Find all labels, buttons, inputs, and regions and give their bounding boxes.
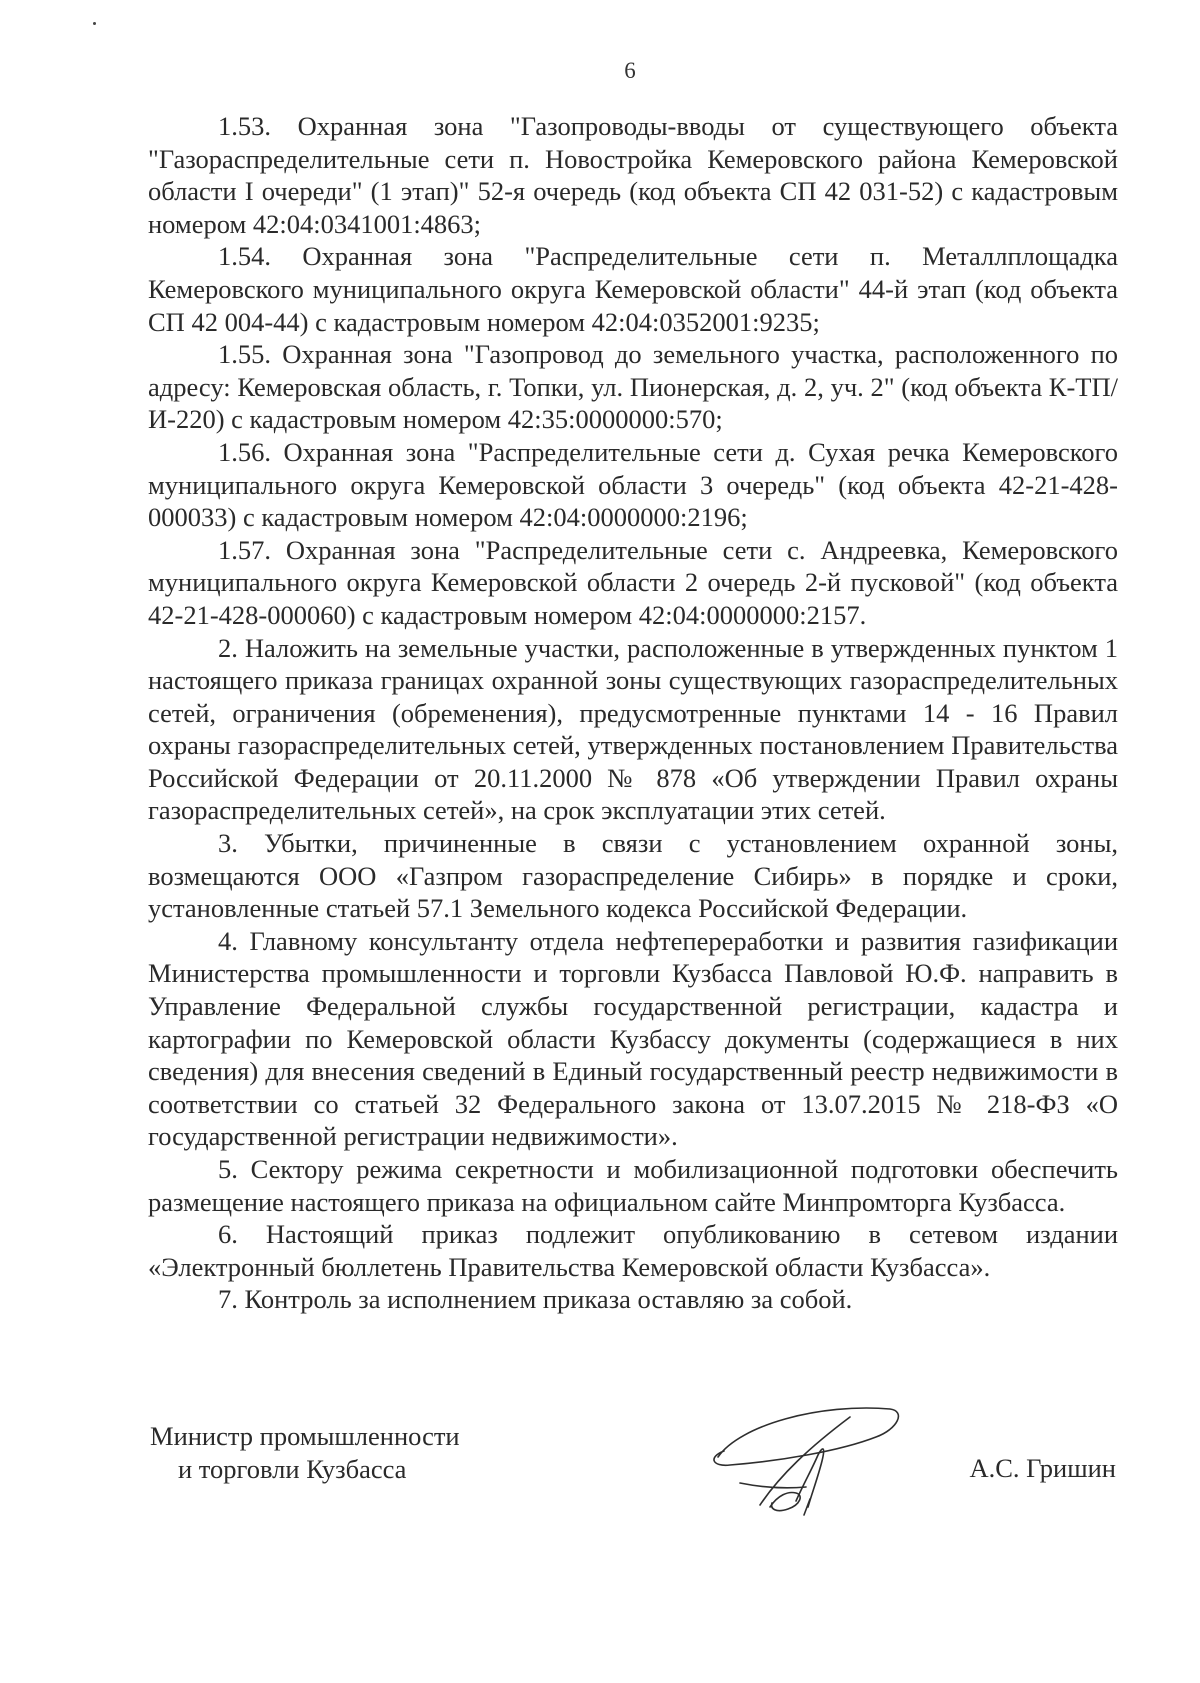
paragraph-1-54: 1.54. Охранная зона "Распределительные сети п. Металлплощадка Кемеровского муниципального округа Кемеровской области" 44-й этап (код объекта СП 42 004-44) с кадастровым номером 42:04:0352001:9235; [148, 241, 1118, 337]
paragraph-3: 3. Убытки, причиненные в связи с установлением охранной зоны, возмещаются ООО «Газпром газораспределение Сибирь» в порядке и сроки, установленные статьей 57.1 Земельного кодекса Российской Федерации. [148, 828, 1118, 924]
paragraph-1-53: 1.53. Охранная зона "Газопроводы-вводы от существующего объекта "Газораспределительные сети п. Новостройка Кемеровского района Кемеровской области I очереди" (1 этап)" 52-я очередь (код объекта СП 42 031-52) с кадастровым номером 42:04:0341001:4863; [148, 111, 1118, 239]
paragraph-2: 2. Наложить на земельные участки, расположенные в утвержденных пунктом 1 настоящего приказа границах охранной зоны существующих газораспределительных сетей, ограничения (обременения), предусмотренные пунктами 14 - 16 Правил охраны газораспределительных сетей, утвержденных постановлением Правительства Российской Федерации от 20.11.2000 № 878 «Об утверждении Правил охраны газораспределительных сетей», на срок эксплуатации этих сетей. [148, 632, 1118, 826]
signatory-position [150, 1420, 460, 1485]
paragraph-1-55: 1.55. Охранная зона "Газопровод до земельного участка, расположенного по адресу: Кемеровская область, г. Топки, ул. Пионерская, д. 2, уч. 2" (код объекта К-ТП/И-220) с кадастровым номером 42:35:0000000:570; [148, 339, 1118, 435]
paragraph-4: 4. Главному консультанту отдела нефтепереработки и развития газификации Министерства промышленности и торговли Кузбасса Павловой Ю.Ф. направить в Управление Федеральной службы государственной регистрации, кадастра и картографии по Кемеровской области Кузбассу документы (содержащиеся в них сведения) для внесения сведений в Единый государственный реестр недвижимости в соответствии со статьей 32 Федерального закона от 13.07.2015 № 218-ФЗ «О государственной регистрации недвижимости». [148, 925, 1118, 1152]
document-body [148, 110, 1118, 1316]
page-number: 6 [624, 58, 636, 83]
paragraph-7: 7. Контроль за исполнением приказа оставляю за собой. [218, 1284, 853, 1315]
handwritten-signature [700, 1395, 910, 1525]
paragraph-1-56: 1.56. Охранная зона "Распределительные сети д. Сухая речка Кемеровского муниципального округа Кемеровской области 3 очередь" (код объекта 42-21-428-000033) с кадастровым номером 42:04:0000000:2196; [148, 436, 1118, 533]
signatory-position-line2: и торговли Кузбасса [178, 1453, 407, 1484]
paragraph-6: 6. Настоящий приказ подлежит опубликованию в сетевом издании «Электронный бюллетень Правительства Кемеровской области Кузбасса». [148, 1219, 1118, 1282]
signatory-position-line1: Министр промышленности [150, 1421, 460, 1451]
paragraph-1-57: 1.57. Охранная зона "Распределительные сети с. Андреевка, Кемеровского муниципального округа Кемеровской области 2 очередь 2-й пусковой" (код объекта 42-21-428-000060) с кадастровым номером 42:04:0000000:2157. [148, 534, 1118, 630]
paragraph-5: 5. Сектору режима секретности и мобилизационной подготовки обеспечить размещение настоящего приказа на официальном сайте Минпромторга Кузбасса. [148, 1154, 1118, 1217]
signatory-name: А.С. Гришин [969, 1453, 1116, 1483]
scan-speck [93, 22, 96, 25]
